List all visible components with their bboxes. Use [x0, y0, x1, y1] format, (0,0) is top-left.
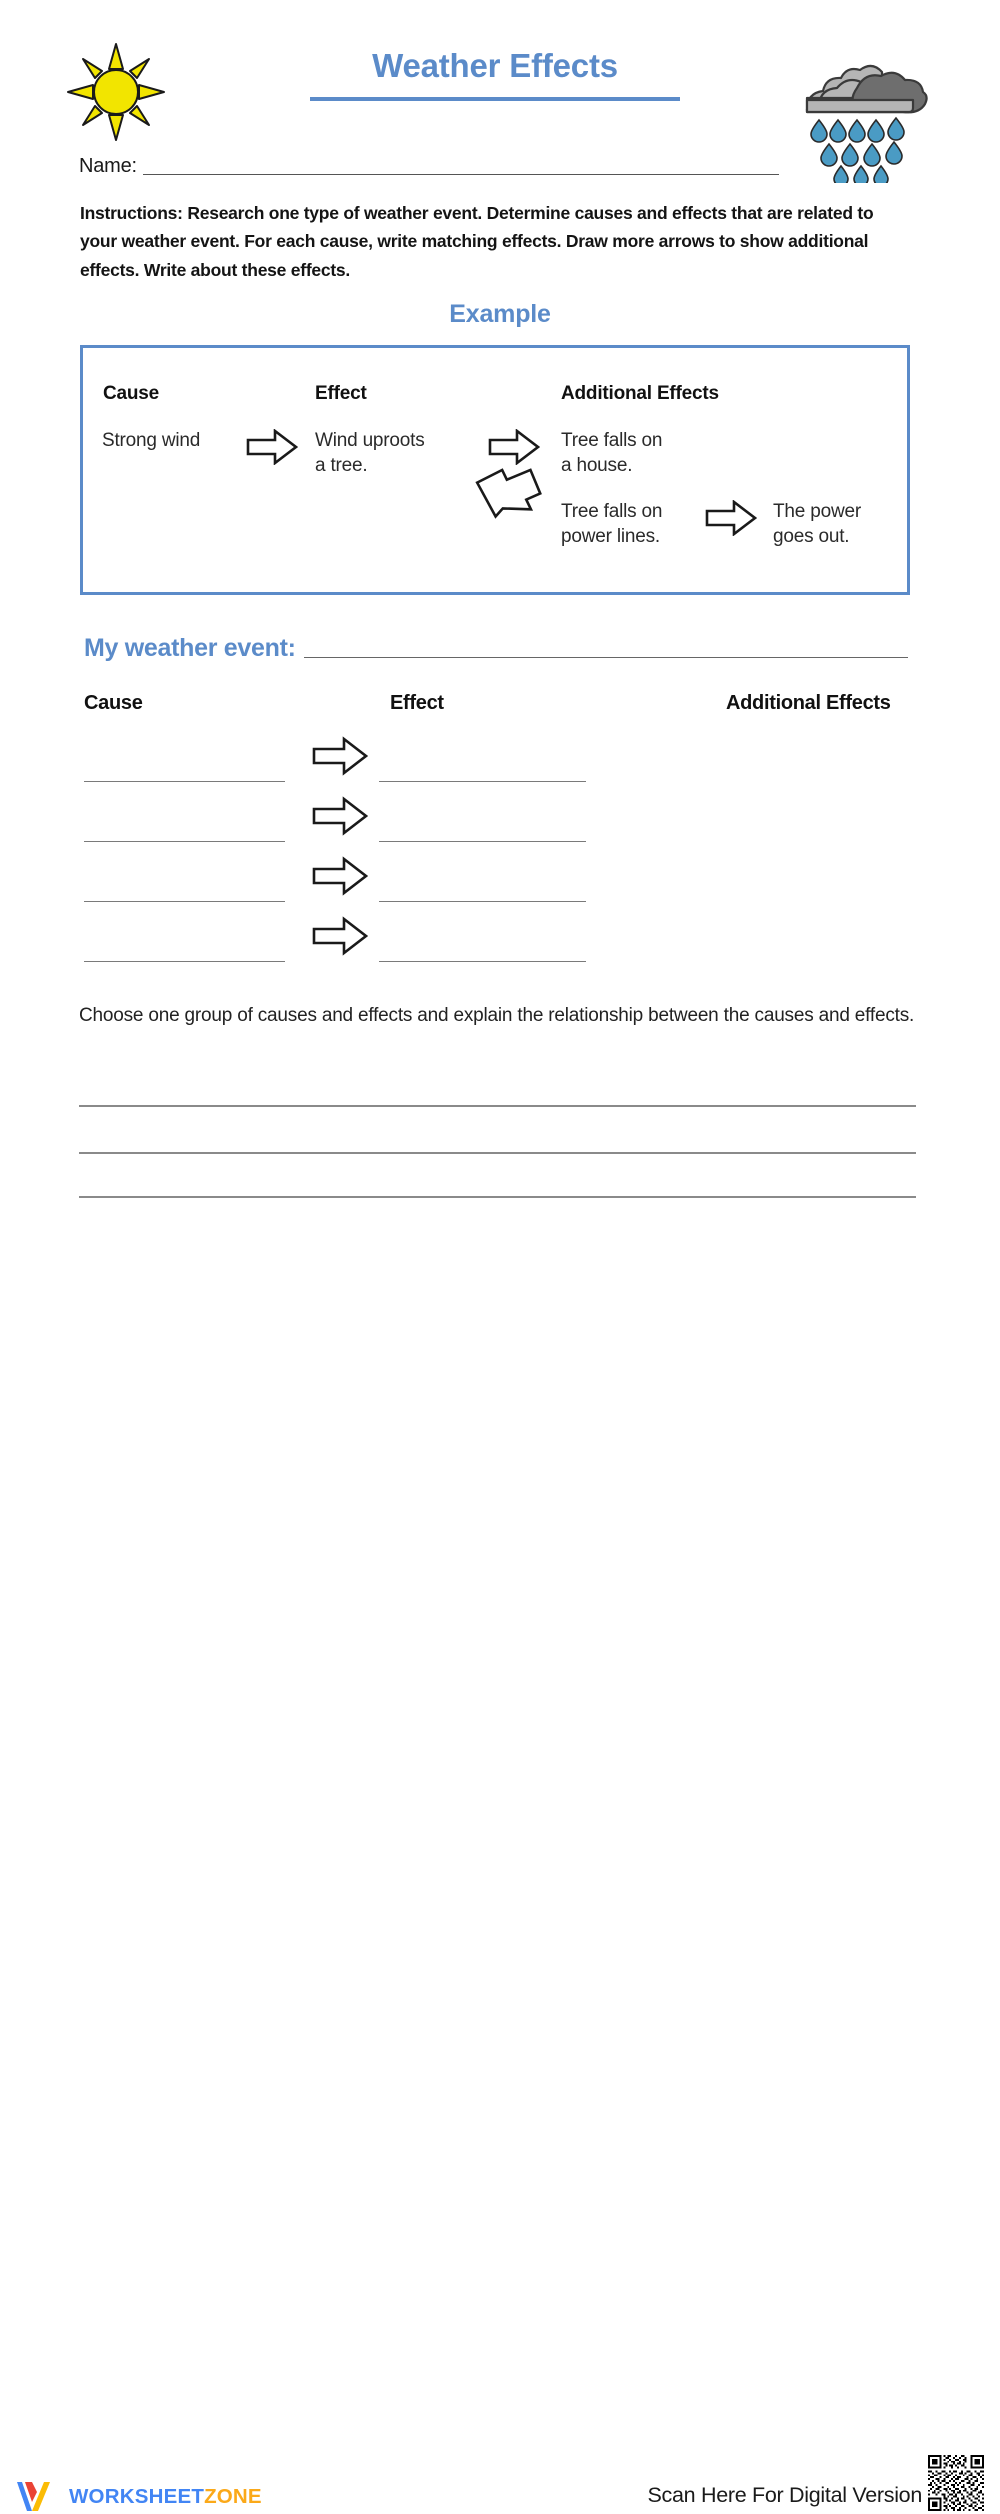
table-column-additional-effects: Additional Effects	[726, 692, 891, 714]
answer-line-1[interactable]	[79, 1105, 916, 1107]
example-additional-effect-1-line-2: a house.	[561, 455, 633, 476]
arrow-right-icon	[312, 796, 368, 836]
example-box	[80, 345, 910, 595]
sun-icon	[66, 42, 166, 142]
arrow-effect-to-additional-1-icon	[488, 429, 540, 465]
example-heading: Example	[449, 300, 551, 328]
instructions-text: Instructions: Research one type of weather event. Determine causes and effects that are related to your weather event. For each cause, write matching effects. Draw more arrows to show additional effects. Write about these effects.	[80, 203, 874, 280]
example-additional-effect-2-line-2: power lines.	[561, 526, 660, 547]
rain-cloud-icon	[795, 48, 940, 183]
arrow-cause-to-effect-icon	[246, 429, 298, 465]
logo-word-worksheet: WORKSHEET	[69, 2485, 205, 2508]
name-label: Name:	[79, 155, 137, 177]
arrow-additional-2-to-final-icon	[705, 500, 757, 536]
example-column-cause: Cause	[103, 383, 160, 404]
qr-code-icon[interactable]	[928, 2455, 984, 2511]
example-additional-effect-2-line-1: Tree falls on	[561, 501, 663, 522]
example-final-effect-line-1: The power	[773, 501, 861, 522]
table-row	[84, 842, 904, 902]
arrow-right-icon	[312, 736, 368, 776]
page-title-block	[310, 48, 680, 101]
logo-word-zone: ZONE	[204, 2485, 262, 2508]
my-weather-event-label: My weather event:	[84, 634, 296, 662]
table-row	[84, 722, 904, 782]
my-weather-event-row	[84, 634, 908, 663]
example-column-additional-effects: Additional Effects	[561, 383, 719, 404]
name-field-row	[79, 155, 779, 178]
table-row	[84, 782, 904, 842]
table-column-effect: Effect	[390, 692, 444, 714]
arrow-effect-to-additional-2-icon	[468, 461, 546, 523]
example-effect-line-1: Wind uproots	[315, 430, 425, 451]
arrow-right-icon	[312, 856, 368, 896]
title-underline	[310, 97, 680, 101]
effect-input-line[interactable]	[379, 961, 586, 963]
worksheet-zone-logo[interactable]	[14, 2480, 262, 2514]
example-additional-effect-1-line-1: Tree falls on	[561, 430, 663, 451]
answer-line-3[interactable]	[79, 1196, 916, 1198]
answer-line-2[interactable]	[79, 1152, 916, 1154]
scan-instruction-text: Scan Here For Digital Version	[647, 2483, 922, 2507]
example-final-effect-line-2: goes out.	[773, 526, 850, 547]
worksheet-zone-wordmark	[69, 2485, 262, 2509]
example-cause-text: Strong wind	[102, 430, 201, 451]
my-weather-event-input[interactable]	[304, 634, 908, 658]
name-input-line[interactable]	[143, 156, 779, 175]
arrow-right-icon	[312, 916, 368, 956]
worksheet-header	[0, 0, 1000, 195]
worksheetzone-mark-icon	[14, 2480, 60, 2514]
cause-input-line[interactable]	[84, 961, 285, 963]
example-effect-line-2: a tree.	[315, 455, 368, 476]
table-column-cause: Cause	[84, 692, 143, 714]
table-row	[84, 902, 904, 962]
reflection-prompt: Choose one group of causes and effects and explain the relationship between the causes and effects.	[79, 1005, 915, 1026]
example-column-effect: Effect	[315, 383, 367, 404]
page-title: Weather Effects	[372, 47, 618, 84]
worksheet-footer	[0, 1225, 1000, 2508]
